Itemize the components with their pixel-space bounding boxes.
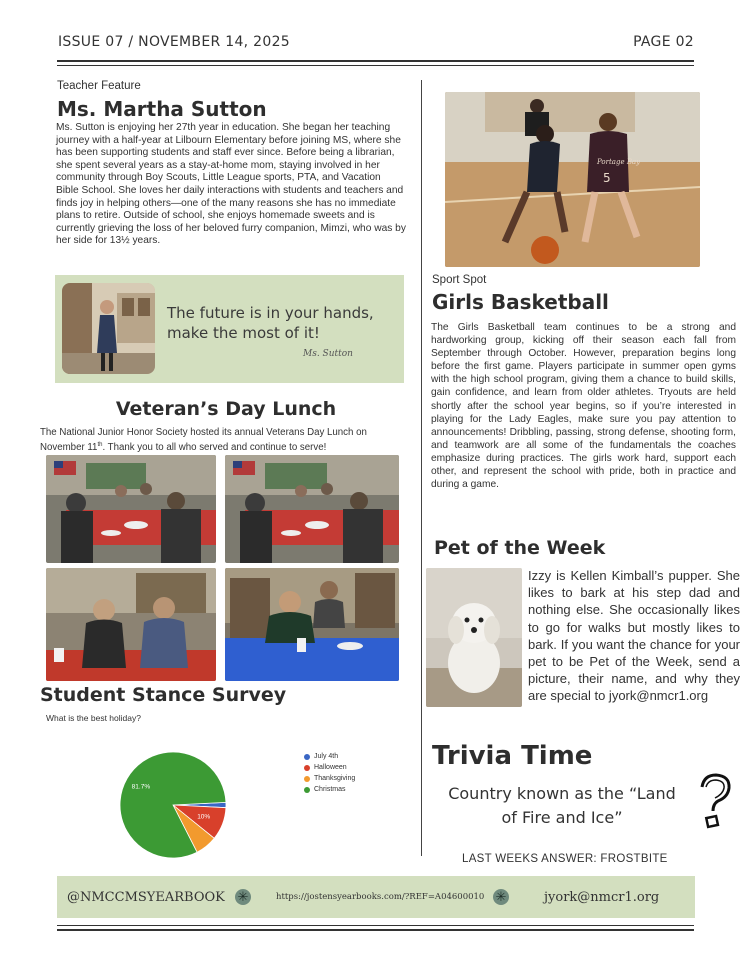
- veterans-photo-2: [225, 455, 399, 563]
- pie-data-label: 81.7%: [131, 783, 151, 791]
- legend-swatch: [304, 787, 310, 793]
- jersey-number: 5: [603, 171, 611, 185]
- pet-photo: [426, 568, 522, 707]
- teacher-bio: Ms. Sutton is enjoying her 27th year in education. She began her teaching journey with a half-year at Lilbourn Elementary before joining MS, where she has been supporting students and staff ever since. Before being a librarian, she spent several years as a stay-at-home mom, staying involved in her community through Boy Scouts, Little League sports, PTA, and Vacation Bible School. She loves her daily interactions with students and teachers and finds joy in helping others—one of the many reasons she has no immediate plans to retire. Outside of school, she enjoys homemade sweets and is currently grieving the loss of her beloved furry companion, Mimzi, who was by her side for 13½ years.: [56, 122, 406, 247]
- pie-legend: [304, 751, 355, 795]
- legend-item: [304, 762, 355, 773]
- pet-title: Pet of the Week: [434, 537, 606, 559]
- page-number: PAGE 02: [633, 34, 694, 50]
- legend-swatch: [304, 765, 310, 771]
- footer-bar: [57, 876, 695, 918]
- footer-rule-bottom: [57, 929, 694, 931]
- footer-handle[interactable]: @NMCCMSYEARBOOK: [67, 890, 225, 905]
- trivia-question: [432, 782, 692, 830]
- sport-title: Girls Basketball: [432, 290, 609, 314]
- footer-url[interactable]: https://jostensyearbooks.com/?REF=A04600010: [276, 892, 485, 902]
- question-mark-icon: [694, 773, 736, 829]
- sport-body: The Girls Basketball team continues to be a strong and hardworking group, kicking off their season each fall from September through October. However, preparation begins long before the first game. Players participate in summer open gyms with the high school program, giving them a chance to build skills, gain confidence, and learn from older athletes. Tryouts are held shortly after the school year begins, so if you’re interested in playing for the Lady Eagles, make sure you pay attention to announcements! Dribbling, passing, strong defense, shooting form, and teamwork are all some of the fundamentals the coaches emphasize during practices. The girls work hard, support each other, and represent the school with pride, both in practice and during a game.: [431, 322, 736, 491]
- header-rule-top: [57, 60, 694, 62]
- veterans-text: [40, 427, 412, 454]
- quote-line-1: The future is in your hands,: [167, 304, 374, 322]
- trivia-question-line-1: Country known as the “Land: [448, 784, 676, 803]
- veterans-title: Veteran’s Day Lunch: [115, 398, 337, 420]
- legend-swatch: [304, 754, 310, 760]
- column-divider: [421, 80, 422, 856]
- teacher-section-label: Teacher Feature: [57, 80, 141, 92]
- veterans-photo-3: [46, 568, 216, 681]
- pie-data-label: 10%: [197, 813, 211, 821]
- legend-item: [304, 751, 355, 762]
- footer-email[interactable]: jyork@nmcr1.org: [544, 890, 660, 905]
- legend-label: Thanksgiving: [314, 775, 356, 782]
- quote-signature: Ms. Sutton: [303, 349, 353, 359]
- star-separator-icon: ✳: [235, 889, 251, 905]
- quote-line-2: make the most of it!: [167, 324, 320, 342]
- trivia-question-line-2: of Fire and Ice”: [501, 808, 623, 827]
- sport-section-label: Sport Spot: [432, 274, 487, 286]
- legend-label: July 4th: [314, 753, 339, 760]
- legend-swatch: [304, 776, 310, 782]
- footer-rule-top: [57, 925, 694, 926]
- pet-body: Izzy is Kellen Kimball’s pupper. She likes to bark at his step dad and nothing else. She occasionally likes to go for walks but mostly likes to bark. If you want the chance for your pet to be Pet of the Week, send a picture, their name, and why they are special to jyork@nmcr1.org: [528, 568, 740, 704]
- veterans-photo-4: [225, 568, 399, 681]
- trivia-title: Trivia Time: [432, 741, 593, 771]
- jersey-name: Portage Bay: [597, 158, 641, 166]
- holiday-pie-chart: [100, 745, 240, 865]
- survey-title: Student Stance Survey: [40, 684, 287, 706]
- legend-label: Halloween: [314, 764, 347, 771]
- trivia-last-answer: LAST WEEKS ANSWER: FROSTBITE: [462, 853, 668, 865]
- veterans-text-sup: th: [97, 442, 103, 448]
- header-rule-bottom: [57, 65, 694, 66]
- veterans-photo-1: [46, 455, 216, 563]
- basketball-photo: [445, 92, 700, 267]
- legend-label: Christmas: [314, 786, 346, 793]
- legend-item: [304, 784, 355, 795]
- teacher-name: Ms. Martha Sutton: [57, 97, 267, 121]
- issue-date: ISSUE 07 / NOVEMBER 14, 2025: [58, 34, 290, 50]
- veterans-text-main: The National Junior Honor Society hosted its annual Veterans Day Lunch on November 11: [40, 427, 367, 454]
- legend-item: [304, 773, 355, 784]
- quote-panel: [55, 275, 404, 383]
- teacher-photo: [62, 283, 155, 374]
- survey-question: What is the best holiday?: [46, 713, 141, 723]
- veterans-text-end: . Thank you to all who served and continue to serve!: [102, 442, 327, 454]
- star-separator-icon: ✳: [493, 889, 509, 905]
